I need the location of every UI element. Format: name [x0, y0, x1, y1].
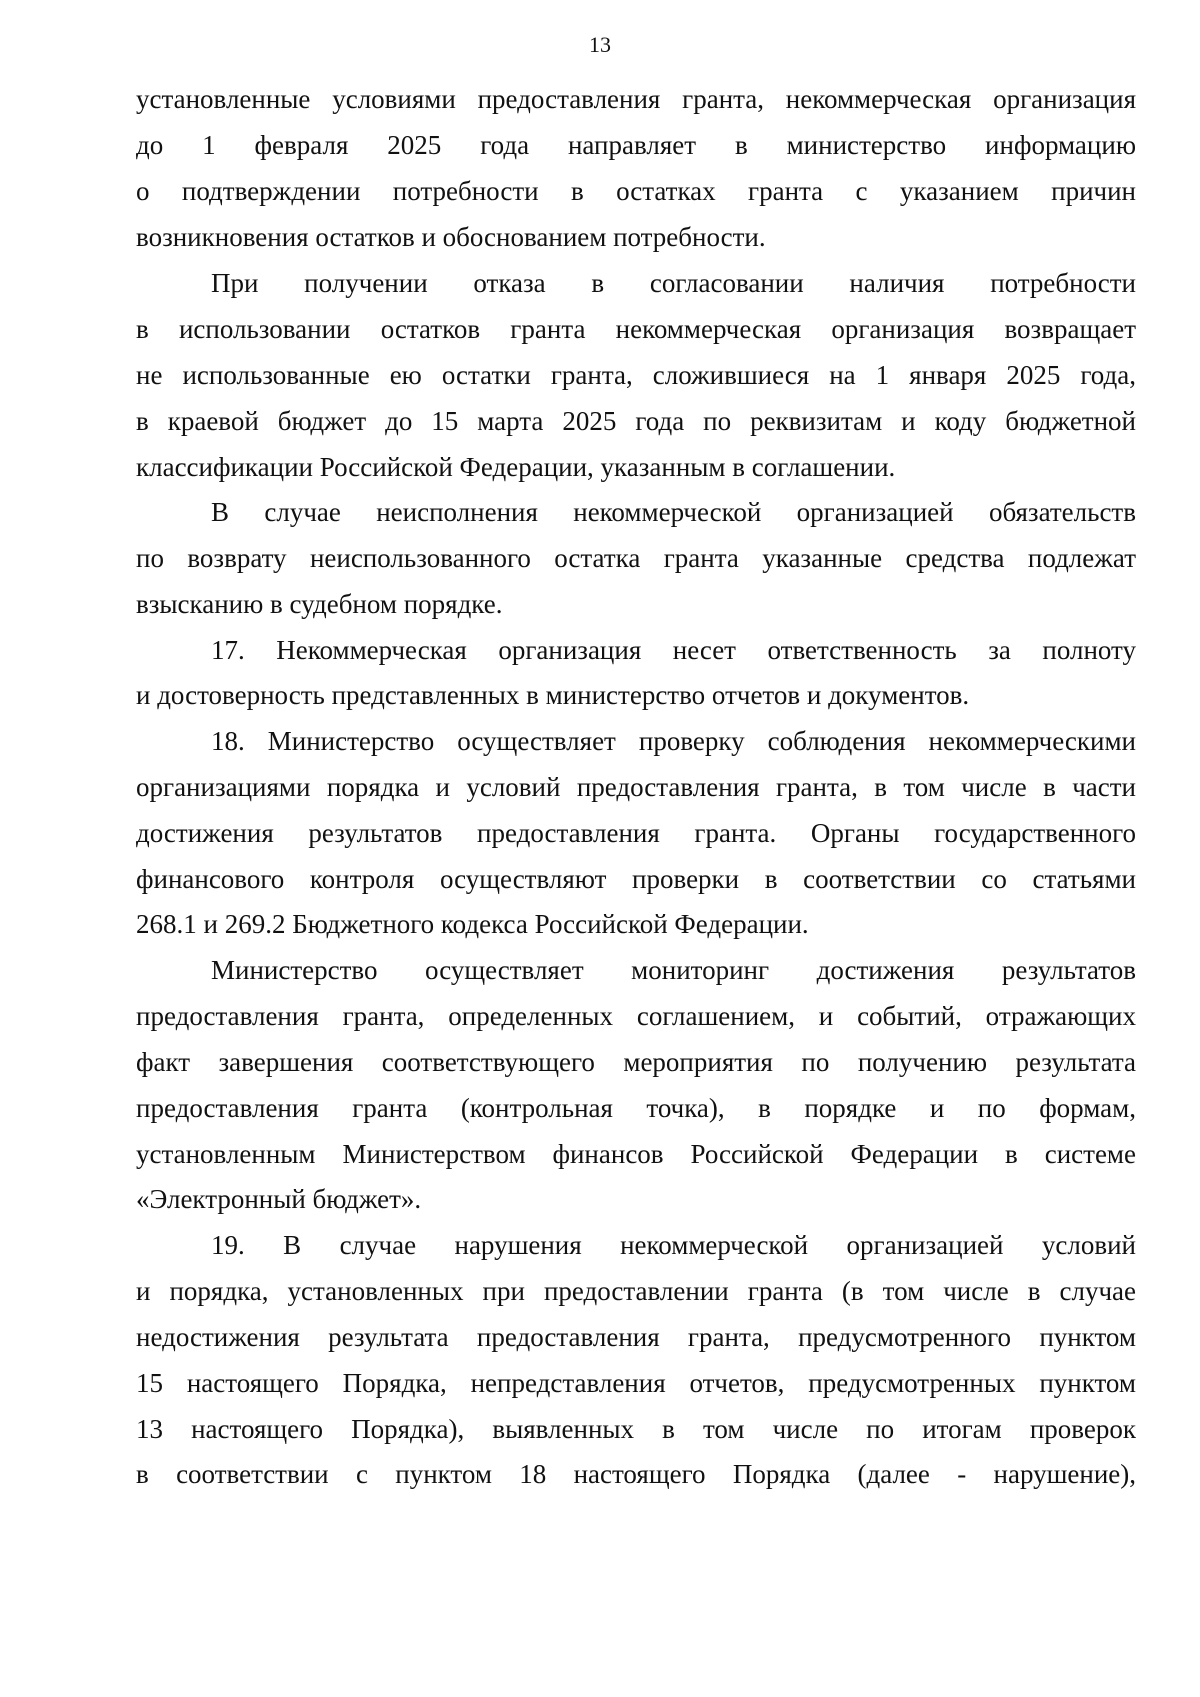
text-line: о подтверждении потребности в остатках гранта с указанием причин	[136, 176, 1136, 206]
text-line: 19. В случае нарушения некоммерческой организацией условий	[211, 1230, 1136, 1260]
text-line: в краевой бюджет до 15 марта 2025 года по реквизитам и коду бюджетной	[136, 406, 1136, 436]
text-line: классификации Российской Федерации, указанным в соглашении.	[136, 452, 896, 482]
text-line: 268.1 и 269.2 Бюджетного кодекса Российской Федерации.	[136, 909, 809, 939]
text-line: возникновения остатков и обоснованием потребности.	[136, 222, 766, 252]
text-line: и порядка, установленных при предоставлении гранта (в том числе в случае	[136, 1276, 1136, 1306]
text-line: организациями порядка и условий предоставления гранта, в том числе в части	[136, 772, 1136, 802]
text-line: и достоверность представленных в министерство отчетов и документов.	[136, 680, 970, 710]
text-line: установленным Министерством финансов Российской Федерации в системе	[136, 1139, 1136, 1169]
text-line: 18. Министерство осуществляет проверку соблюдения некоммерческими	[211, 726, 1136, 756]
text-line: «Электронный бюджет».	[136, 1184, 422, 1214]
text-line: взысканию в судебном порядке.	[136, 589, 503, 619]
text-line: 13 настоящего Порядка), выявленных в том числе по итогам проверок	[136, 1414, 1136, 1444]
text-line: недостижения результата предоставления гранта, предусмотренного пунктом	[136, 1322, 1136, 1352]
text-line: Министерство осуществляет мониторинг достижения результатов	[211, 955, 1136, 985]
text-line: в соответствии с пунктом 18 настоящего Порядка (далее - нарушение),	[136, 1459, 1136, 1489]
text-line: установленные условиями предоставления гранта, некоммерческая организация	[136, 84, 1136, 114]
text-line: предоставления гранта (контрольная точка), в порядке и по формам,	[136, 1093, 1136, 1123]
page-number: 13	[589, 32, 611, 57]
text-line: достижения результатов предоставления гранта. Органы государственного	[136, 818, 1136, 848]
text-line: При получении отказа в согласовании наличия потребности	[211, 268, 1136, 298]
text-line: 17. Некоммерческая организация несет ответственность за полноту	[211, 635, 1136, 665]
text-line: финансового контроля осуществляют проверки в соответствии со статьями	[136, 864, 1136, 894]
text-line: в использовании остатков гранта некоммерческая организация возвращает	[136, 314, 1136, 344]
text-line: 15 настоящего Порядка, непредставления отчетов, предусмотренных пунктом	[136, 1368, 1136, 1398]
text-line: не использованные ею остатки гранта, сложившиеся на 1 января 2025 года,	[136, 360, 1136, 390]
text-line: В случае неисполнения некоммерческой организацией обязательств	[211, 497, 1136, 527]
text-line: до 1 февраля 2025 года направляет в министерство информацию	[136, 130, 1136, 160]
text-line: предоставления гранта, определенных соглашением, и событий, отражающих	[136, 1001, 1136, 1031]
text-line: факт завершения соответствующего мероприятия по получению результата	[136, 1047, 1136, 1077]
text-line: по возврату неиспользованного остатка гранта указанные средства подлежат	[136, 543, 1136, 573]
